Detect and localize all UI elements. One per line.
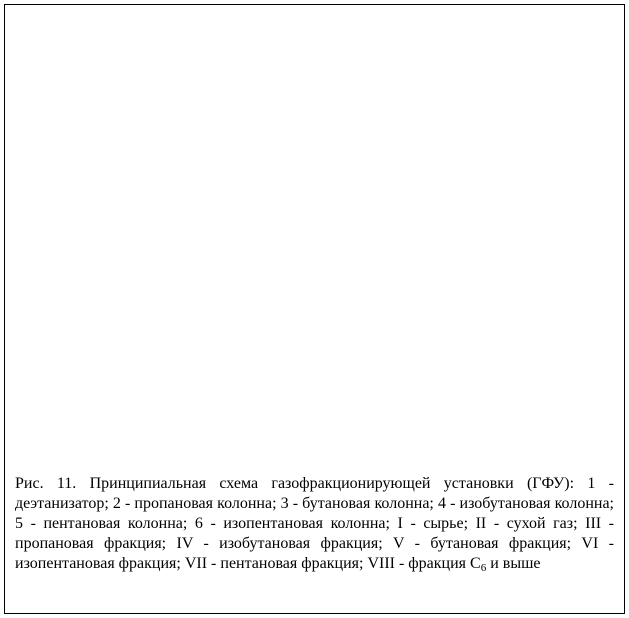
- caption-text-end: и выше: [486, 555, 541, 572]
- figure-caption: [15, 474, 614, 574]
- caption-text: Рис. 11. Принципиальная схема газофракционирующей установки (ГФУ): 1 - деэтанизатор; 2 - пропановая колонна; 3 - бутановая колонна; 4 - изобутановая колонна; 5 - пентановая колонна; 6 - изопентановая колонна; I - сырье; II - сухой газ; III - пропановая фракция; IV - изобутановая фракция; V - бутановая фракция; VI - изопентановая фракция; VII - пентановая фракция; VIII - фракция С: [15, 475, 614, 572]
- figure-frame: [4, 4, 625, 614]
- caption-subscript: 6: [480, 562, 487, 574]
- figure-image-area: [6, 6, 623, 461]
